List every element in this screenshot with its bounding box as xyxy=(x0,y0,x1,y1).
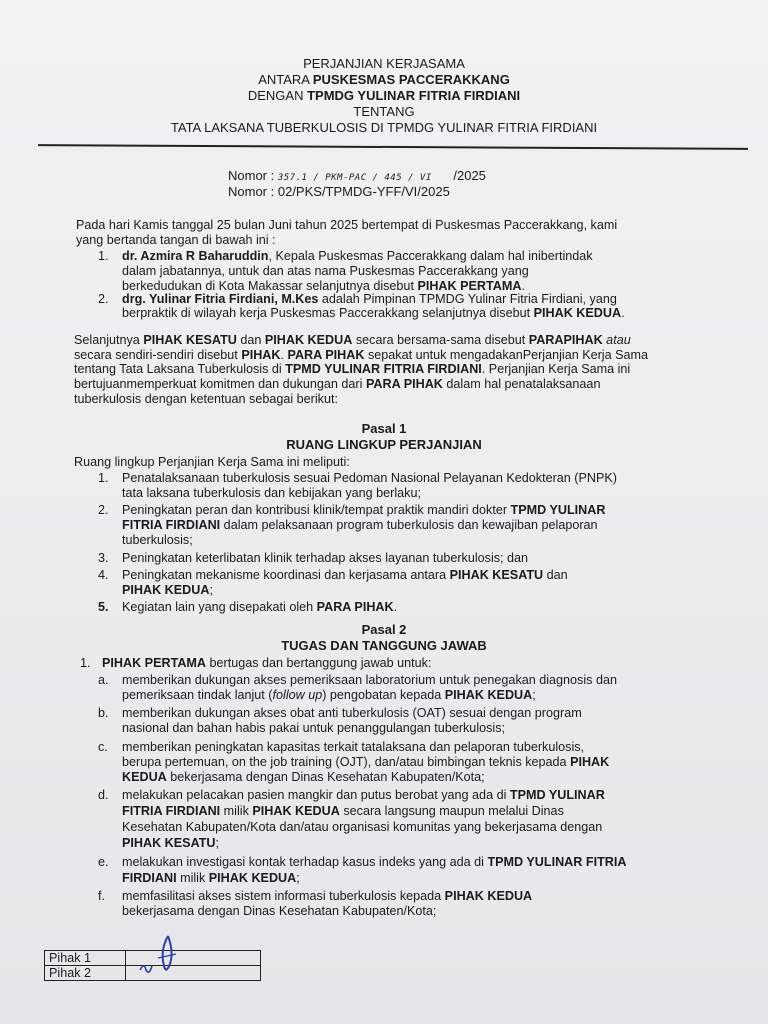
sub-a-line-2: pemeriksaan tindak lanjut (follow up) pengobatan kepada PIHAK KEDUA; xyxy=(122,688,536,702)
pasal-1-item-4-line-1: Peningkatan mekanisme koordinasi dan kerjasama antara PIHAK KESATU dan xyxy=(122,568,568,582)
pasal-1-item-4-line-2: PIHAK KEDUA; xyxy=(122,583,213,597)
party-1-line-2: dalam jabatannya, untuk dan atas nama Puskesmas Paccerakkang yang xyxy=(122,264,529,278)
title-line-3: DENGAN TPMDG YULINAR FITRIA FIRDIANI xyxy=(247,88,521,103)
sub-b-line-1: memberikan dukungan akses obat anti tuberkulosis (OAT) sesuai dengan program xyxy=(122,706,582,720)
party-2-number: 2. xyxy=(98,292,109,306)
pasal-1-subtitle: RUANG LINGKUP PERJANJIAN xyxy=(286,437,482,452)
header-divider xyxy=(38,144,748,150)
pasal-1-item-1-line-1: Penatalaksanaan tuberkulosis sesuai Pedoman Nasional Pelayanan Kedokteran (PNPK) xyxy=(122,471,617,485)
sub-c-line-3: KEDUA bekerjasama dengan Dinas Kesehatan Kabupaten/Kota; xyxy=(122,770,485,784)
para2-line-1: Selanjutnya PIHAK KESATU dan PIHAK KEDUA secara bersama-sama disebut PARAPIHAK atau xyxy=(74,333,631,347)
para2-line-2: secara sendiri-sendiri disebut PIHAK. PARA PIHAK sepakat untuk mengadakanPerjanjian Kerja Sama xyxy=(74,348,649,362)
nomor-line-1: Nomor : 357.1 / PKM-PAC / 445 / VI /2025 xyxy=(228,168,486,183)
paraf-label-2: Pihak 2 xyxy=(45,966,126,981)
para2-line-3: tentang Tata Laksana Tuberkulosis di TPMD YULINAR FITRIA FIRDIANI. Perjanjian Kerja Sama ini xyxy=(74,362,631,376)
para2-line-5: tuberkulosis dengan ketentuan sebagai berikut: xyxy=(74,392,338,406)
party-1-line-3: berkedudukan di Kota Makassar selanjutnya disebut PIHAK PERTAMA. xyxy=(122,279,525,293)
sub-d-line-2: FITRIA FIRDIANI milik PIHAK KEDUA secara langsung maupun melalui Dinas xyxy=(122,804,564,818)
pasal-1-item-3-number: 3. xyxy=(98,551,109,565)
para2-line-4: bertujuanmemperkuat komitmen dan dukungan dari PARA PIHAK dalam hal penatalaksanaan xyxy=(74,377,601,391)
pasal-1-item-1-number: 1. xyxy=(98,471,109,485)
sub-a-line-1: memberikan dukungan akses pemeriksaan laboratorium untuk penegakan diagnosis dan xyxy=(122,673,617,687)
nomor-line-2: Nomor : 02/PKS/TPMDG-YFF/VI/2025 xyxy=(228,184,450,199)
sub-f-line-2: bekerjasama dengan Dinas Kesehatan Kabupaten/Kota; xyxy=(122,904,437,918)
pasal-1-item-1-line-2: tata laksana tuberkulosis dan kebijakan yang berlaku; xyxy=(122,486,421,500)
sub-c-line-1: memberikan peningkatan kapasitas terkait tatalaksana dan pelaporan tuberkulosis, xyxy=(122,740,585,754)
sub-c-line-2: berupa pertemuan, on the job training (OJT), dan/atau bimbingan teknis kepada PIHAK xyxy=(122,755,610,769)
handwritten-number: 357.1 / PKM-PAC / 445 / VI xyxy=(277,173,432,183)
intro-line-2: yang bertanda tangan di bawah ini : xyxy=(76,233,276,247)
sub-f-line-1: memfasilitasi akses sistem informasi tuberkulosis kepada PIHAK KEDUA xyxy=(122,889,533,903)
party-2-line-1: drg. Yulinar Fitria Firdiani, M.Kes adalah Pimpinan TPMDG Yulinar Fitria Firdiani, yang xyxy=(122,292,617,306)
sub-f-letter: f. xyxy=(98,889,105,903)
sub-b-line-2: nasional dan bahan habis pakai untuk penanggulangan tuberkulosis; xyxy=(122,721,506,735)
pasal-1-item-2-line-3: tuberkulosis; xyxy=(122,533,193,547)
pasal-1-item-2-line-1: Peningkatan peran dan kontribusi klinik/tempat praktik mandiri dokter TPMD YULINAR xyxy=(122,503,606,517)
pasal-1-item-5-line-1: Kegiatan lain yang disepakati oleh PARA PIHAK. xyxy=(122,600,398,614)
pasal-1-item-2-number: 2. xyxy=(98,503,109,517)
sub-d-line-4: PIHAK KESATU; xyxy=(122,836,220,850)
sub-d-line-1: melakukan pelacakan pasien mangkir dan putus berobat yang ada di TPMD YULINAR xyxy=(122,788,605,802)
sub-e-letter: e. xyxy=(98,855,109,869)
pasal-1-title: Pasal 1 xyxy=(361,421,407,436)
sub-e-line-2: FIRDIANI milik PIHAK KEDUA; xyxy=(122,871,300,885)
title-line-1: PERJANJIAN KERJASAMA xyxy=(303,56,465,71)
sub-b-letter: b. xyxy=(98,706,109,720)
pasal-2-item-1-line: PIHAK PERTAMA bertugas dan bertanggung jawab untuk: xyxy=(102,656,432,670)
paraf-label-1: Pihak 1 xyxy=(45,951,126,966)
sub-d-line-3: Kesehatan Kabupaten/Kota dan/atau organisasi komunitas yang bekerjasama dengan xyxy=(122,820,603,834)
title-line-2: ANTARA PUSKESMAS PACCERAKKANG xyxy=(258,72,510,87)
pasal-1-item-4-number: 4. xyxy=(98,568,109,582)
sub-a-letter: a. xyxy=(98,673,109,687)
title-line-4: TENTANG xyxy=(353,104,415,119)
party-2-line-2: berpraktik di wilayah kerja Puskesmas Paccerakkang selanjutnya disebut PIHAK KEDUA. xyxy=(122,306,625,320)
sub-d-letter: d. xyxy=(98,788,109,802)
party-1-number: 1. xyxy=(98,249,109,263)
pasal-1-item-5-number: 5. xyxy=(98,600,109,614)
pasal-1-intro: Ruang lingkup Perjanjian Kerja Sama ini meliputi: xyxy=(74,455,350,469)
sub-c-letter: c. xyxy=(98,740,108,754)
pasal-2-title: Pasal 2 xyxy=(361,622,407,637)
intro-line-1: Pada hari Kamis tanggal 25 bulan Juni tahun 2025 bertempat di Puskesmas Paccerakkang, kami xyxy=(76,218,618,232)
pasal-2-subtitle: TUGAS DAN TANGGUNG JAWAB xyxy=(281,638,487,653)
party-1-line-1: dr. Azmira R Baharuddin, Kepala Puskesmas Paccerakkang dalam hal inibertindak xyxy=(122,249,593,263)
pasal-2-item-1-number: 1. xyxy=(80,656,91,670)
sub-e-line-1: melakukan investigasi kontak terhadap kasus indeks yang ada di TPMD YULINAR FITRIA xyxy=(122,855,627,869)
title-line-5: TATA LAKSANA TUBERKULOSIS DI TPMDG YULINAR FITRIA FIRDIANI xyxy=(170,120,598,135)
pasal-1-item-2-line-2: FITRIA FIRDIANI dalam pelaksanaan program tuberkulosis dan kewajiban pelaporan xyxy=(122,518,598,532)
paraf-signature-icon xyxy=(130,930,200,984)
pasal-1-item-3-line-1: Peningkatan keterlibatan klinik terhadap akses layanan tuberkulosis; dan xyxy=(122,551,529,565)
